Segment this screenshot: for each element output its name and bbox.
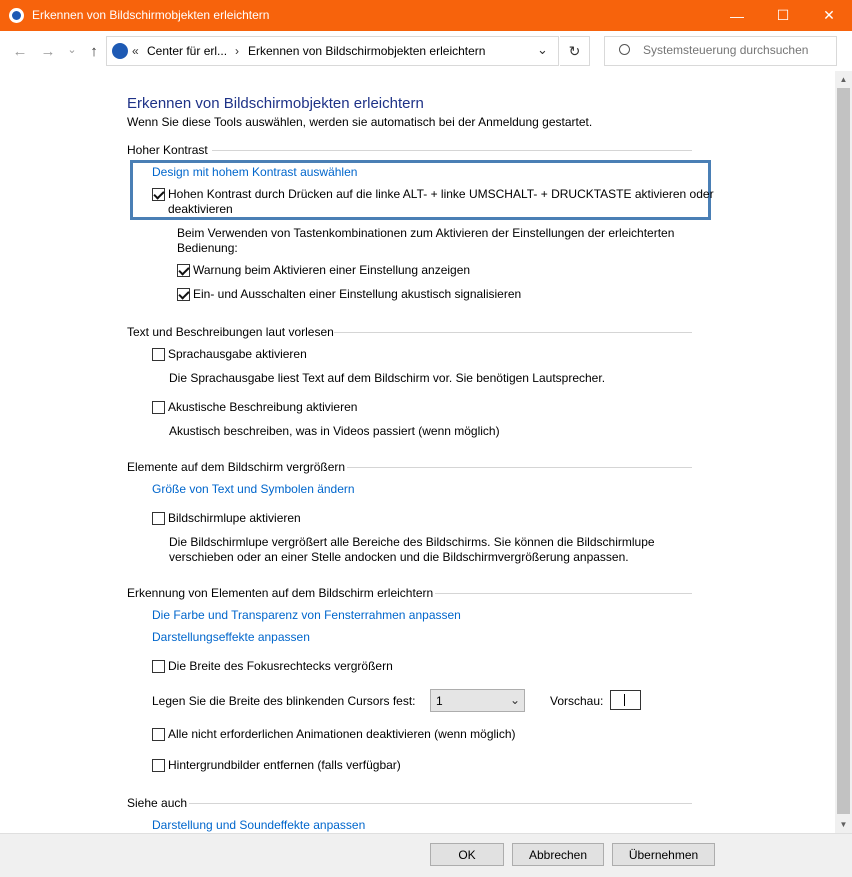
back-arrow-icon[interactable]: ← bbox=[12, 42, 28, 60]
scroll-up-icon[interactable]: ▲ bbox=[839, 75, 848, 84]
ok-button[interactable]: OK bbox=[430, 843, 504, 866]
cancel-button[interactable]: Abbrechen bbox=[512, 843, 604, 866]
close-button[interactable]: ✕ bbox=[823, 7, 835, 23]
apply-button[interactable]: Übernehmen bbox=[612, 843, 715, 866]
audio-description-desc: Akustisch beschreiben, was in Videos passiert (wenn möglich) bbox=[169, 424, 500, 438]
section-see-also: Siehe auch bbox=[127, 796, 188, 810]
refresh-icon[interactable]: ↻ bbox=[560, 36, 590, 66]
section-read-aloud: Text und Beschreibungen laut vorlesen bbox=[127, 325, 334, 339]
minimize-button[interactable]: — bbox=[730, 7, 744, 24]
divider bbox=[435, 593, 692, 594]
warning-label[interactable]: Warnung beim Aktivieren einer Einstellung anzeigen bbox=[193, 263, 471, 277]
animations-label[interactable]: Alle nicht erforderlichen Animationen deaktivieren (wenn möglich) bbox=[168, 727, 516, 741]
window-frame-color-link[interactable]: Die Farbe und Transparenz von Fensterrahmen anpassen bbox=[152, 608, 461, 622]
backgrounds-checkbox[interactable] bbox=[152, 759, 165, 772]
breadcrumb-separator[interactable]: › bbox=[235, 44, 239, 58]
section-high-contrast: Hoher Kontrast bbox=[127, 143, 208, 157]
audio-description-checkbox[interactable] bbox=[152, 401, 165, 414]
focus-width-checkbox[interactable] bbox=[152, 660, 165, 673]
sound-label[interactable]: Ein- und Ausschalten einer Einstellung akustisch signalisieren bbox=[193, 287, 522, 301]
up-arrow-icon[interactable]: ↑ bbox=[90, 42, 98, 60]
warning-checkbox[interactable] bbox=[177, 264, 190, 277]
scroll-down-icon[interactable]: ▼ bbox=[839, 820, 848, 829]
maximize-button[interactable]: ☐ bbox=[776, 7, 790, 23]
search-input[interactable] bbox=[643, 43, 828, 57]
magnifier-checkbox[interactable] bbox=[152, 512, 165, 525]
page-title: Erkennen von Bildschirmobjekten erleichtern bbox=[127, 95, 424, 112]
high-contrast-toggle-label[interactable]: Hohen Kontrast durch Drücken auf die linke ALT- + linke UMSCHALT- + DRUCKTASTE aktivieren oder bbox=[168, 187, 714, 201]
page-subtitle: Wenn Sie diese Tools auswählen, werden sie automatisch bei der Anmeldung gestartet. bbox=[127, 115, 593, 129]
forward-arrow-icon[interactable]: → bbox=[40, 42, 56, 60]
narrator-checkbox[interactable] bbox=[152, 348, 165, 361]
breadcrumb-center[interactable]: Center für erl... bbox=[147, 44, 228, 58]
narrator-description: Die Sprachausgabe liest Text auf dem Bildschirm vor. Sie benötigen Lautsprecher. bbox=[169, 371, 606, 385]
backgrounds-label[interactable]: Hintergrundbilder entfernen (falls verfügbar) bbox=[168, 758, 401, 772]
recent-locations-icon[interactable]: ⌄ bbox=[67, 43, 77, 56]
search-icon bbox=[619, 44, 630, 55]
high-contrast-toggle-label-cont[interactable]: deaktivieren bbox=[168, 202, 233, 216]
audio-description-label[interactable]: Akustische Beschreibung aktivieren bbox=[168, 400, 358, 414]
shortcut-note-cont: Bedienung: bbox=[177, 241, 238, 255]
section-magnify: Elemente auf dem Bildschirm vergrößern bbox=[127, 460, 346, 474]
magnifier-description: Die Bildschirmlupe vergrößert alle Bereiche des Bildschirms. Sie können die Bildschirmlupe bbox=[169, 535, 655, 549]
cursor-preview bbox=[610, 690, 641, 710]
visual-effects-link[interactable]: Darstellungseffekte anpassen bbox=[152, 630, 310, 644]
breadcrumb-current[interactable]: Erkennen von Bildschirmobjekten erleichtern bbox=[248, 44, 486, 58]
high-contrast-toggle-checkbox[interactable] bbox=[152, 188, 165, 201]
section-recognize: Erkennung von Elementen auf dem Bildschirm erleichtern bbox=[127, 586, 434, 600]
high-contrast-theme-link[interactable]: Design mit hohem Kontrast auswählen bbox=[152, 165, 358, 179]
chevron-down-icon: ⌄ bbox=[509, 693, 520, 707]
sound-checkbox[interactable] bbox=[177, 288, 190, 301]
divider bbox=[334, 332, 692, 333]
preview-label: Vorschau: bbox=[550, 694, 604, 708]
scroll-thumb[interactable] bbox=[837, 88, 850, 814]
magnifier-label[interactable]: Bildschirmlupe aktivieren bbox=[168, 511, 301, 525]
window-title: Erkennen von Bildschirmobjekten erleichtern bbox=[32, 8, 270, 22]
control-panel-icon bbox=[112, 43, 128, 59]
ease-of-access-icon bbox=[9, 8, 24, 23]
cursor-width-select[interactable] bbox=[430, 689, 525, 712]
divider bbox=[189, 803, 692, 804]
cursor-width-value: 1 bbox=[436, 694, 443, 708]
cursor-width-label: Legen Sie die Breite des blinkenden Cursors fest: bbox=[152, 694, 416, 708]
magnifier-description-cont: verschieben oder an einer Stelle andocken und die Bildschirmvergrößerung anpassen. bbox=[169, 550, 629, 564]
divider bbox=[347, 467, 692, 468]
appearance-sound-link[interactable]: Darstellung und Soundeffekte anpassen bbox=[152, 818, 366, 832]
dialog-footer bbox=[0, 833, 852, 877]
narrator-label[interactable]: Sprachausgabe aktivieren bbox=[168, 347, 307, 361]
search-box[interactable] bbox=[604, 36, 837, 66]
divider bbox=[212, 150, 692, 151]
overflow-chevrons[interactable]: « bbox=[132, 44, 139, 58]
shortcut-note: Beim Verwenden von Tastenkombinationen zum Aktivieren der Einstellungen der erleichterten bbox=[177, 226, 675, 240]
focus-width-label[interactable]: Die Breite des Fokusrechtecks vergrößern bbox=[168, 659, 393, 673]
title-bar bbox=[0, 0, 852, 31]
address-field[interactable] bbox=[106, 36, 559, 66]
address-dropdown-icon[interactable]: ⌄ bbox=[537, 42, 548, 57]
animations-checkbox[interactable] bbox=[152, 728, 165, 741]
text-size-link[interactable]: Größe von Text und Symbolen ändern bbox=[152, 482, 355, 496]
